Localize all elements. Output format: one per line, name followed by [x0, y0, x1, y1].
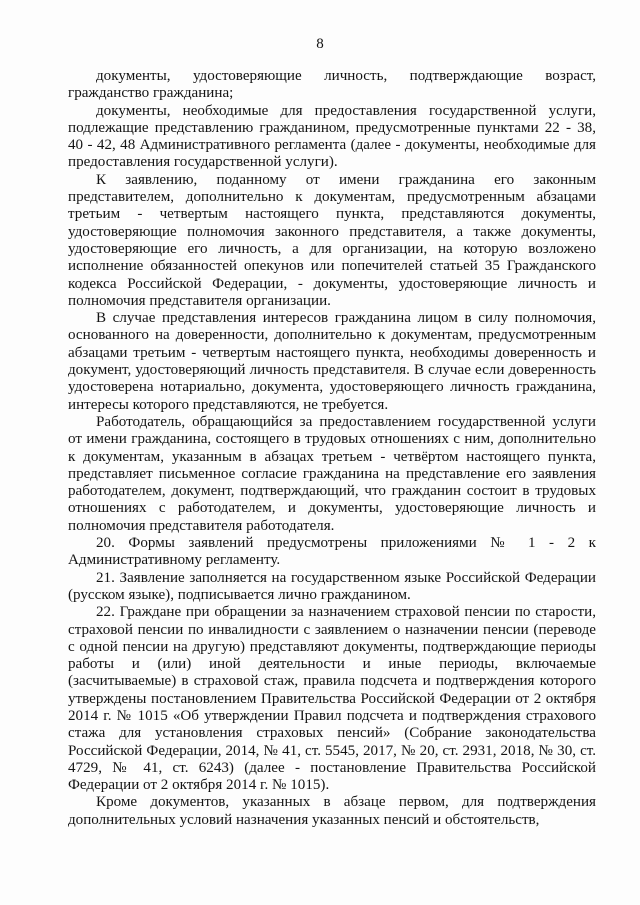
paragraph: В случае представления интересов гражданина лицом в силу полномочия, основанного на доверенности, дополнительно к документам, предусмотренным абзацами третьим - четвертым настоящего пункта, необходимы доверенность и документ, удостоверяющий личность представителя. В случае если доверенность удостоверена нотариально, документа, удостоверяющего личность гражданина, интересы которого представляются, не требуется.: [68, 310, 596, 413]
paragraph: Работодатель, обращающийся за предоставлением государственной услуги от имени гражданина, состоящего в трудовых отношениях с ним, дополнительно к документам, указанным в абзацах третьем - четвёртом настоящего пункта, представляет письменное согласие гражданина на представление его заявления работодателем, документ, подтверждающий, что гражданин состоит в трудовых отношениях с работодателем, и документы, удостоверяющие личность и полномочия представителя работодателя.: [68, 413, 596, 534]
paragraph: Кроме документов, указанных в абзаце первом, для подтверждения дополнительных условий назначения указанных пенсий и обстоятельств,: [68, 794, 596, 828]
paragraph: К заявлению, поданному от имени гражданина его законным представителем, дополнительно к документам, предусмотренным абзацами третьим - четвертым настоящего пункта, представляются документы, удостоверяющие полномочия законного представителя, а также документы, удостоверяющие его личность, а для организации, на которую возложено исполнение обязанностей опекунов или попечителей статьей 35 Гражданского кодекса Российской Федерации, - документы, удостоверяющие личность и полномочия представителя организации.: [68, 171, 596, 309]
paragraph: документы, необходимые для предоставления государственной услуги, подлежащие представлению гражданином, предусмотренные пунктами 22 - 38, 40 - 42, 48 Административного регламента (далее - документы, необходимые для предоставления государственной услуги).: [68, 102, 596, 171]
paragraph: 22. Граждане при обращении за назначением страховой пенсии по старости, страховой пенсии по инвалидности с заявлением о назначении пенсии (переводе с одной пенсии на другую) представляют документы, подтверждающие периоды работы и (или) иной деятельности и иные периоды, включаемые (засчитываемые) в страховой стаж, правила подсчета и подтверждения которого утверждены постановлением Правительства Российской Федерации от 2 октября 2014 г. № 1015 «Об утверждении Правил подсчета и подтверждения страхового стажа для установления страховых пенсий» (Собрание законодательства Российской Федерации, 2014, № 41, ст. 5545, 2017, № 20, ст. 2931, 2018, № 30, ст. 4729, № 41, ст. 6243) (далее - постановление Правительства Российской Федерации от 2 октября 2014 г. № 1015).: [68, 604, 596, 794]
paragraph: 21. Заявление заполняется на государственном языке Российской Федерации (русском языке), подписывается лично гражданином.: [68, 569, 596, 603]
document-body: [68, 68, 596, 829]
page-number: 8: [316, 36, 324, 52]
paragraph: документы, удостоверяющие личность, подтверждающие возраст, гражданство гражданина;: [68, 68, 596, 102]
paragraph: 20. Формы заявлений предусмотрены приложениями № 1 - 2 к Административному регламенту.: [68, 535, 596, 569]
